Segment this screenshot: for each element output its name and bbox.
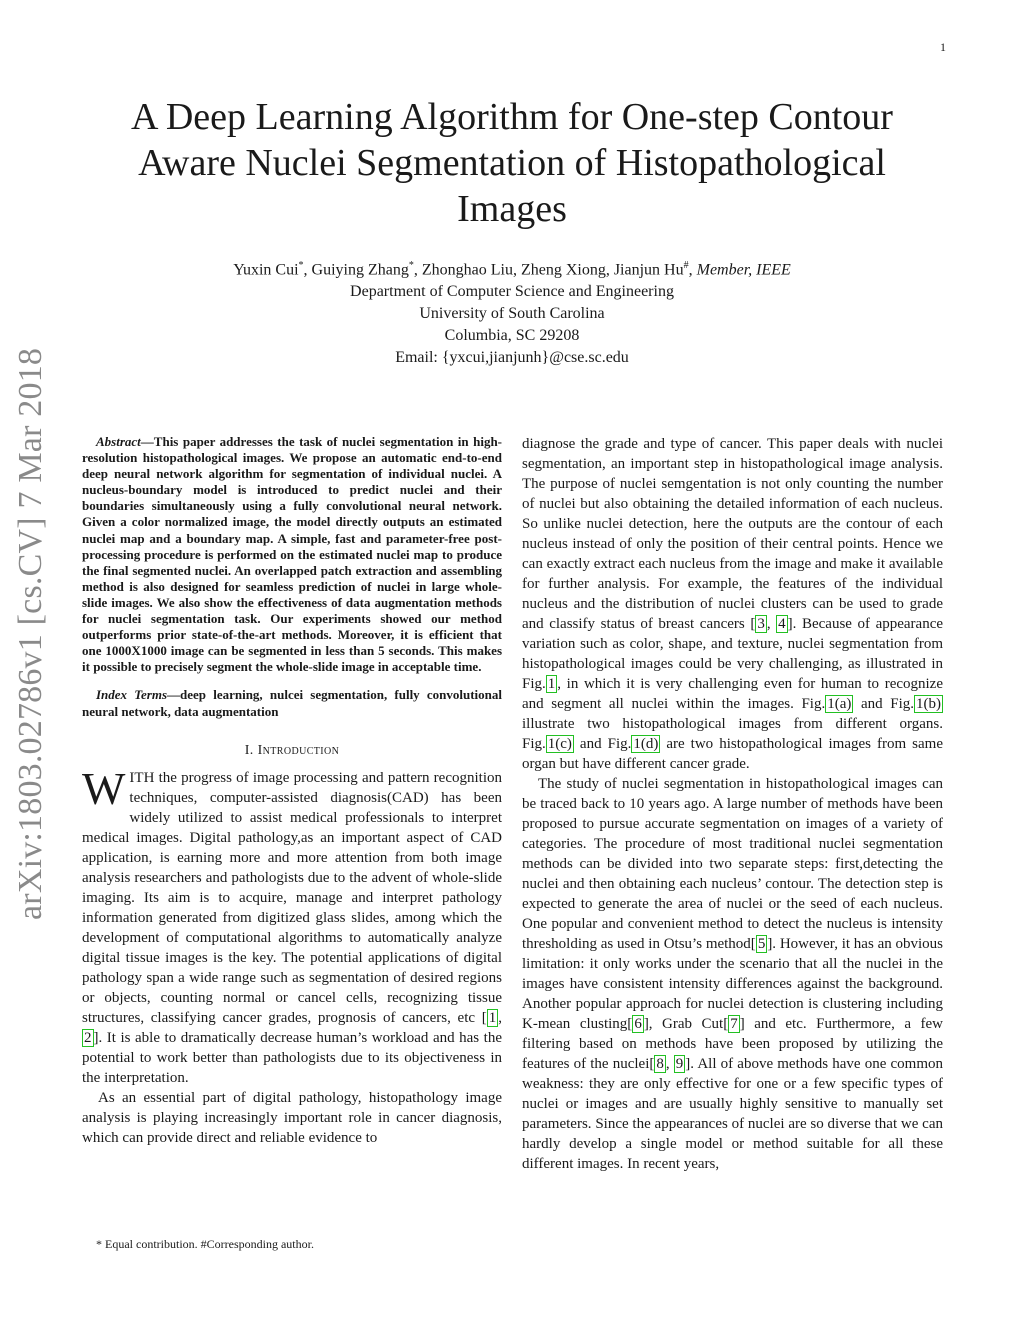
index-terms: Index Terms—deep learning, nulcei segmentation, fully convolutional neural network, data augmentation [82, 687, 503, 719]
authors-block [90, 255, 934, 369]
citation-link[interactable]: 9 [675, 1056, 684, 1072]
right-column [522, 434, 943, 1174]
affiliation-city: Columbia, SC 29208 [444, 327, 580, 345]
paragraph-text: diagnose the grade and type of cancer. This paper deals with nuclei segmentation, an important step in histopathological image analysis. The purpose of nuclei semgentation is not only counting the number of nuclei but also obtaining the detailed information of each nucleus. So unlike nuclei detection, here the outputs are the contour of each nucleus instead of only the position of their central points. Hence we can exactly extract each nucleus from the image and make it available for further analysis. For example, the features of the individual nucleus and the distribution of nuclei clusters can be used to grade and classify status of breast cancers [ [522, 436, 943, 632]
paragraph-text: are two histopathological images from same organ but have different cancer grade. [522, 736, 943, 772]
author-mark: # [683, 260, 689, 271]
section-title: Introduction [257, 742, 340, 758]
figure-link[interactable]: 1 [547, 676, 556, 692]
figure-link[interactable]: 1(a) [827, 696, 852, 712]
left-column [82, 434, 502, 1148]
citation-link[interactable]: 2 [84, 1029, 92, 1046]
paragraph-text: ITH the progress of image processing and pattern recognition techniques, computer-assisted diagnosis(CAD) has been widely utilized to assist medical professionals to interpret medical images. Digital pathology,as an important aspect of CAD application, is earning more and more attention from both image analysis researchers and pathologists due to the advent of whole-slide imaging. Its aim is to acquire, manage and interpret pathology information generated from digitized glass slides, among which the development of computational algorithms to automatically analyze digital tissue images is the key. The potential applications of digital pathology span a wide range such as segmentation of desired regions or objects, counting normal or cancel cells, recognizing tissue structures, classifying cancer grades, prognosis of cancers, etc [ [82, 769, 502, 1026]
citation-link[interactable]: 1 [488, 1009, 497, 1026]
paragraph-text: The study of nuclei segmentation in histopathological images can be traced back to 10 years ago. A large number of methods have been proposed to pursue accurate segmentation on images of a variety of categories. The procedure of most traditional nuclei segmentation methods can be divided into two separate steps: first,detecting the nuclei and then obtaining each nucleus’ contour. The detection step is expected to generate the area of nuclei or the seed of each nucleus. One popular and convenient method to detect the nucleus is intensity thresholding as used in Otsu’s method[ [522, 776, 943, 952]
page-number: 1 [940, 40, 946, 54]
author-name: Yuxin Cui [233, 261, 299, 279]
author-line: Yuxin Cui*, Guiying Zhang*, Zhonghao Liu, Zheng Xiong, Jianjun Hu#, Member, IEEE [233, 260, 791, 279]
paragraph-text: illustrate two histopathological images from different organs. Fig. [522, 716, 943, 752]
abstract-text: This paper addresses the task of nuclei segmentation in high-resolution histopathological images. We propose an automatic end-to-end deep neural network algorithm for segmentation of individual nuclei. A nucleus-boundary model is introduced to predict nuclei and their boundaries simultaneously using a fully convolutional neural network. Given a color normalized image, the model directly outputs an estimated nuclei map and a boundary map. A simple, fast and parameter-free post-processing procedure is performed on the estimated nuclei map to produce the final segmented nuclei. An overlapped patch extraction and assembling method is also designed for seamless prediction of nuclei in large whole-slide images. We also show the effectiveness of data augmentation methods for nuclei segmentation task. Our experiments showed our method outperforms prior state-of-the-art methods. Moreover, it is efficient that one 1000X1000 image can be segmented in less than 5 seconds. This makes it possible to precisely segment the whole-slide image in acceptable time. [82, 434, 502, 675]
intro-paragraph-2: As an essential part of digital pathology, histopathology image analysis is playing increasingly important role in cancer diagnosis, which can provide direct and reliable evidence to [82, 1089, 502, 1146]
author-role: Member, IEEE [696, 261, 791, 279]
author-email: Email: {yxcui,jianjunh}@cse.sc.edu [395, 349, 629, 367]
index-terms-text: deep learning, nulcei segmentation, fully convolutional neural network, data augmentation [82, 687, 503, 719]
footnote-text: * Equal contribution. #Corresponding author. [96, 1237, 314, 1251]
figure-link[interactable]: 1(d) [633, 736, 659, 752]
paragraph-text: ]. It is able to dramatically decrease human’s workload and has the potential to work better than pathologists due to its objectiveness in the interpretation. [82, 1029, 502, 1086]
citation-link[interactable]: 6 [634, 1016, 642, 1032]
author-mark: * [298, 260, 304, 271]
paragraph-text: , in which it is very challenging even for human to recognize and segment all nuclei within the images. Fig. [522, 676, 943, 712]
affiliation-university: University of South Carolina [419, 305, 605, 323]
paragraph-text: ]. All of above methods have one common weakness: they are only effective for one or a few specific types of nuclei or images and are usually highly sensitive to manually set parameters. Since the appearances of nuclei are so diverse that we can hardly develop a single model or method suitable for all these different images. In recent years, [522, 1056, 943, 1172]
affiliation-department: Department of Computer Science and Engineering [350, 283, 674, 301]
paragraph-text: and Fig. [853, 696, 914, 712]
paragraph-text: ] and etc. Furthermore, a few filtering based on methods have been proposed by utilizing the features of the nuclei[ [522, 1016, 943, 1072]
citation-link[interactable]: 4 [778, 616, 786, 632]
footnote [82, 1237, 502, 1252]
abstract-label: Abstract [96, 434, 141, 449]
author-mark: * [408, 260, 414, 271]
section-heading [82, 742, 502, 760]
index-terms-label: Index Terms [96, 687, 168, 703]
right-paragraph-2: The study of nuclei segmentation in histopathological images can be traced back to 10 years ago. A large number of methods have been proposed to pursue accurate segmentation on images of a variety of categories. The procedure of most traditional nuclei segmentation methods can be divided into two separate steps: first,detecting the nuclei and then obtaining each nucleus’ contour. The detection step is expected to generate the area of nuclei or the seed of each nucleus. One popular and convenient method to detect the nucleus is intensity thresholding as used in Otsu’s method[ 5 ]. However, it has an obvious limitation: it only works under the scenario that all the nuclei in the images have consistent intensity differences against the background. Another popular approach for nuclei detection is clustering including K-mean clusting[ 6 ], Grab Cut[ 7 ] and etc. Furthermore, a few filtering based on methods have been proposed by utilizing the features of the nuclei[ 8 , 9 ]. All of above methods have one common weakness: they are only effective for one or a few specific types of nuclei or images and are usually highly sensitive to manually set parameters. Since the appearances of nuclei are so diverse that we can hardly develop a single model or method suitable for all these different images. In recent years, [522, 776, 943, 1172]
right-paragraph-1: diagnose the grade and type of cancer. This paper deals with nuclei segmentation, an important step in histopathological image analysis. The purpose of nuclei semgentation is not only counting the number of nuclei but also obtaining the detailed information of each nucleus. So unlike nuclei detection, here the outputs are the contour of each nucleus instead of only the position of their central points. Hence we can exactly extract each nucleus from the image and make it available for further analysis. For example, the features of the individual nucleus and the distribution of nuclei clusters can be used to grade and classify status of breast cancers [ 3 , 4 ]. Because of appearance variation such as color, shape, and texture, nuclei segmentation from histopathological images could be very challenging, as illustrated in Fig. 1 , in which it is very challenging even for human to recognize and segment all nuclei within the images. Fig. 1(a) and Fig. 1(b) illustrate two histopathological images from different organs. Fig. 1(c) and Fig. 1(d) are two histopathological images from same organ but have different cancer grade. [522, 436, 944, 772]
paper-title: A Deep Learning Algorithm for One-step Contour Aware Nuclei Segmentation of Histopathological Images [131, 96, 893, 230]
paragraph-text: ]. Because of appearance variation such as color, shape, and texture, nuclei segmentation from histopathological images could be very challenging, as illustrated in Fig. [522, 616, 944, 692]
abstract: Abstract—This paper addresses the task of nuclei segmentation in high-resolution histopathological images. We propose an automatic end-to-end deep neural network algorithm for segmentation of individual nuclei. A nucleus-boundary model is introduced to predict nuclei and their boundaries simultaneously using a fully convolutional neural network. Given a color normalized image, the model directly outputs an estimated nuclei map and a boundary map. A simple, fast and parameter-free post-processing procedure is performed on the estimated nuclei map to produce the final segmented nuclei. An overlapped patch extraction and assembling method is also designed for seamless prediction of nuclei in large whole-slide images. We also show the effectiveness of data augmentation methods for nuclei segmentation task. Our experiments showed our method outperforms prior state-of-the-art methods. Moreover, it is efficient that one 1000X1000 image can be segmented in less than 5 seconds. This makes it possible to precisely segment the whole-slide image in acceptable time. [82, 434, 502, 675]
drop-cap: W [82, 762, 126, 814]
citation-link[interactable]: 7 [730, 1016, 738, 1032]
paragraph-text: ], Grab Cut[ [643, 1016, 729, 1032]
paragraph-text: ]. However, it has an obvious limitation: it only works under the scenario that all the nuclei in the images have consistent intensity differences against the background. Another popular approach for nuclei detection is clustering including K-mean clusting[ [522, 936, 943, 1032]
figure-link[interactable]: 1(b) [916, 696, 941, 712]
author-name: Zhonghao Liu, Zheng Xiong, Jianjun Hu [421, 261, 684, 279]
arxiv-stamp: arXiv:1803.02786v1 [cs.CV] 7 Mar 2018 [12, 347, 49, 920]
intro-paragraph-1: WITH the progress of image processing and pattern recognition techniques, computer-assisted diagnosis(CAD) has been widely utilized to assist medical professionals to interpret medical images. Digital pathology,as an important aspect of CAD application, is earning more and more attention from both image analysis researchers and pathologists due to the advent of whole-slide imaging. Its aim is to acquire, manage and interpret pathology information generated from digitized glass slides, among which the development of computational algorithms to automatically analyze digital tissue images is the key. The potential applications of digital pathology span a wide range such as segmentation of desired regions or objects, counting normal or cancel cells, recognizing tissue structures, classifying cancer grades, prognosis of cancers, etc [ 1 , 2 ]. It is able to dramatically decrease human’s workload and has the potential to work better than pathologists due to its objectiveness in the interpretation. [82, 762, 502, 1086]
citation-link[interactable]: 5 [757, 936, 766, 952]
citation-link[interactable]: 3 [757, 616, 765, 632]
author-name: Guiying Zhang [311, 261, 409, 279]
paragraph-text: and Fig. [573, 736, 632, 752]
citation-link[interactable]: 8 [656, 1056, 664, 1072]
section-numeral: I. [244, 742, 254, 758]
figure-link[interactable]: 1(c) [547, 736, 572, 752]
